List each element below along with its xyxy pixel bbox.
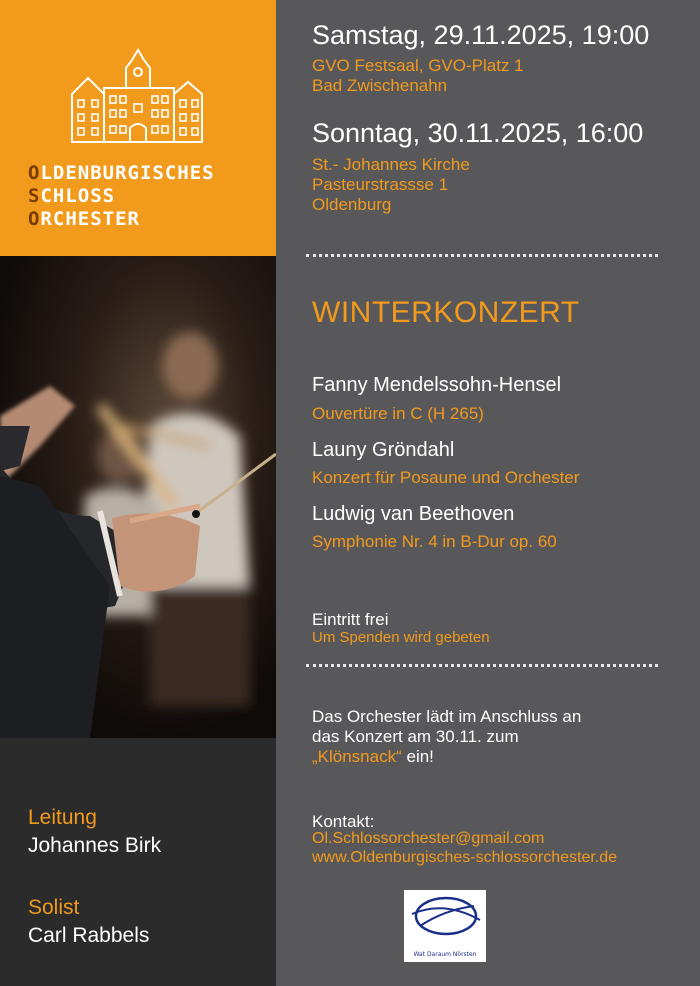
dotted-divider (306, 664, 658, 667)
orchestra-name-line: ORCHESTER (28, 208, 140, 230)
venue-line: Pasteurstrassse 1 (312, 175, 449, 194)
event-name-highlight: „Klönsnack“ (312, 747, 402, 766)
contact-website[interactable]: www.Oldenburgisches-schlossorchester.de (312, 849, 618, 866)
dotted-divider (306, 254, 658, 257)
invitation-text (312, 707, 581, 767)
stamp-text: Wat Daraum Nörsten (413, 951, 477, 958)
event-date: Samstag, 29.11.2025, 19:00 (312, 20, 650, 50)
work-title: Konzert für Posaune und Orchester (312, 468, 580, 487)
invitation-line: das Konzert am 30.11. zum (312, 727, 519, 746)
venue-line: GVO Festsaal, GVO-Platz 1 (312, 56, 524, 75)
conductor-illustration (0, 256, 276, 738)
stamp-icon (404, 890, 486, 962)
soloist-name: Carl Rabbels (28, 924, 150, 947)
venue-line: St.- Johannes Kirche (312, 155, 470, 174)
credits-panel (0, 738, 276, 986)
contact-label: Kontakt: (312, 812, 375, 831)
event-venue (312, 56, 524, 96)
venue-line: Oldenburg (312, 195, 392, 214)
conductor-name: Johannes Birk (28, 834, 162, 857)
orchestra-logo (0, 0, 276, 256)
concert-title: WINTERKONZERT (312, 296, 580, 329)
conductor-photo (0, 256, 276, 738)
composer-name: Ludwig van Beethoven (312, 503, 515, 525)
composer-name: Launy Gröndahl (312, 439, 455, 461)
soloist-label: Solist (28, 896, 80, 919)
castle-icon (70, 48, 206, 144)
work-title: Symphonie Nr. 4 in B-Dur op. 60 (312, 532, 557, 551)
orchestra-name (28, 162, 215, 231)
orchestra-name-line: SCHLOSS (28, 185, 116, 207)
left-column (0, 0, 276, 986)
admission-note: Um Spenden wird gebeten (312, 629, 490, 646)
contact-email[interactable]: Ol.Schlossorchester@gmail.com (312, 830, 545, 847)
info-column (276, 0, 700, 986)
admission-label: Eintritt frei (312, 610, 389, 629)
work-title: Ouvertüre in C (H 265) (312, 404, 484, 423)
sponsor-stamp (404, 890, 486, 962)
invitation-line: Das Orchester lädt im Anschluss an (312, 707, 582, 726)
composer-name: Fanny Mendelssohn-Hensel (312, 374, 562, 396)
event-venue (312, 155, 470, 215)
event-date: Sonntag, 30.11.2025, 16:00 (312, 118, 644, 148)
conductor-label: Leitung (28, 806, 97, 829)
venue-line: Bad Zwischenahn (312, 76, 448, 95)
invitation-line: „Klönsnack“ ein! (312, 747, 434, 766)
orchestra-name-line: OLDENBURGISCHES (28, 162, 215, 184)
